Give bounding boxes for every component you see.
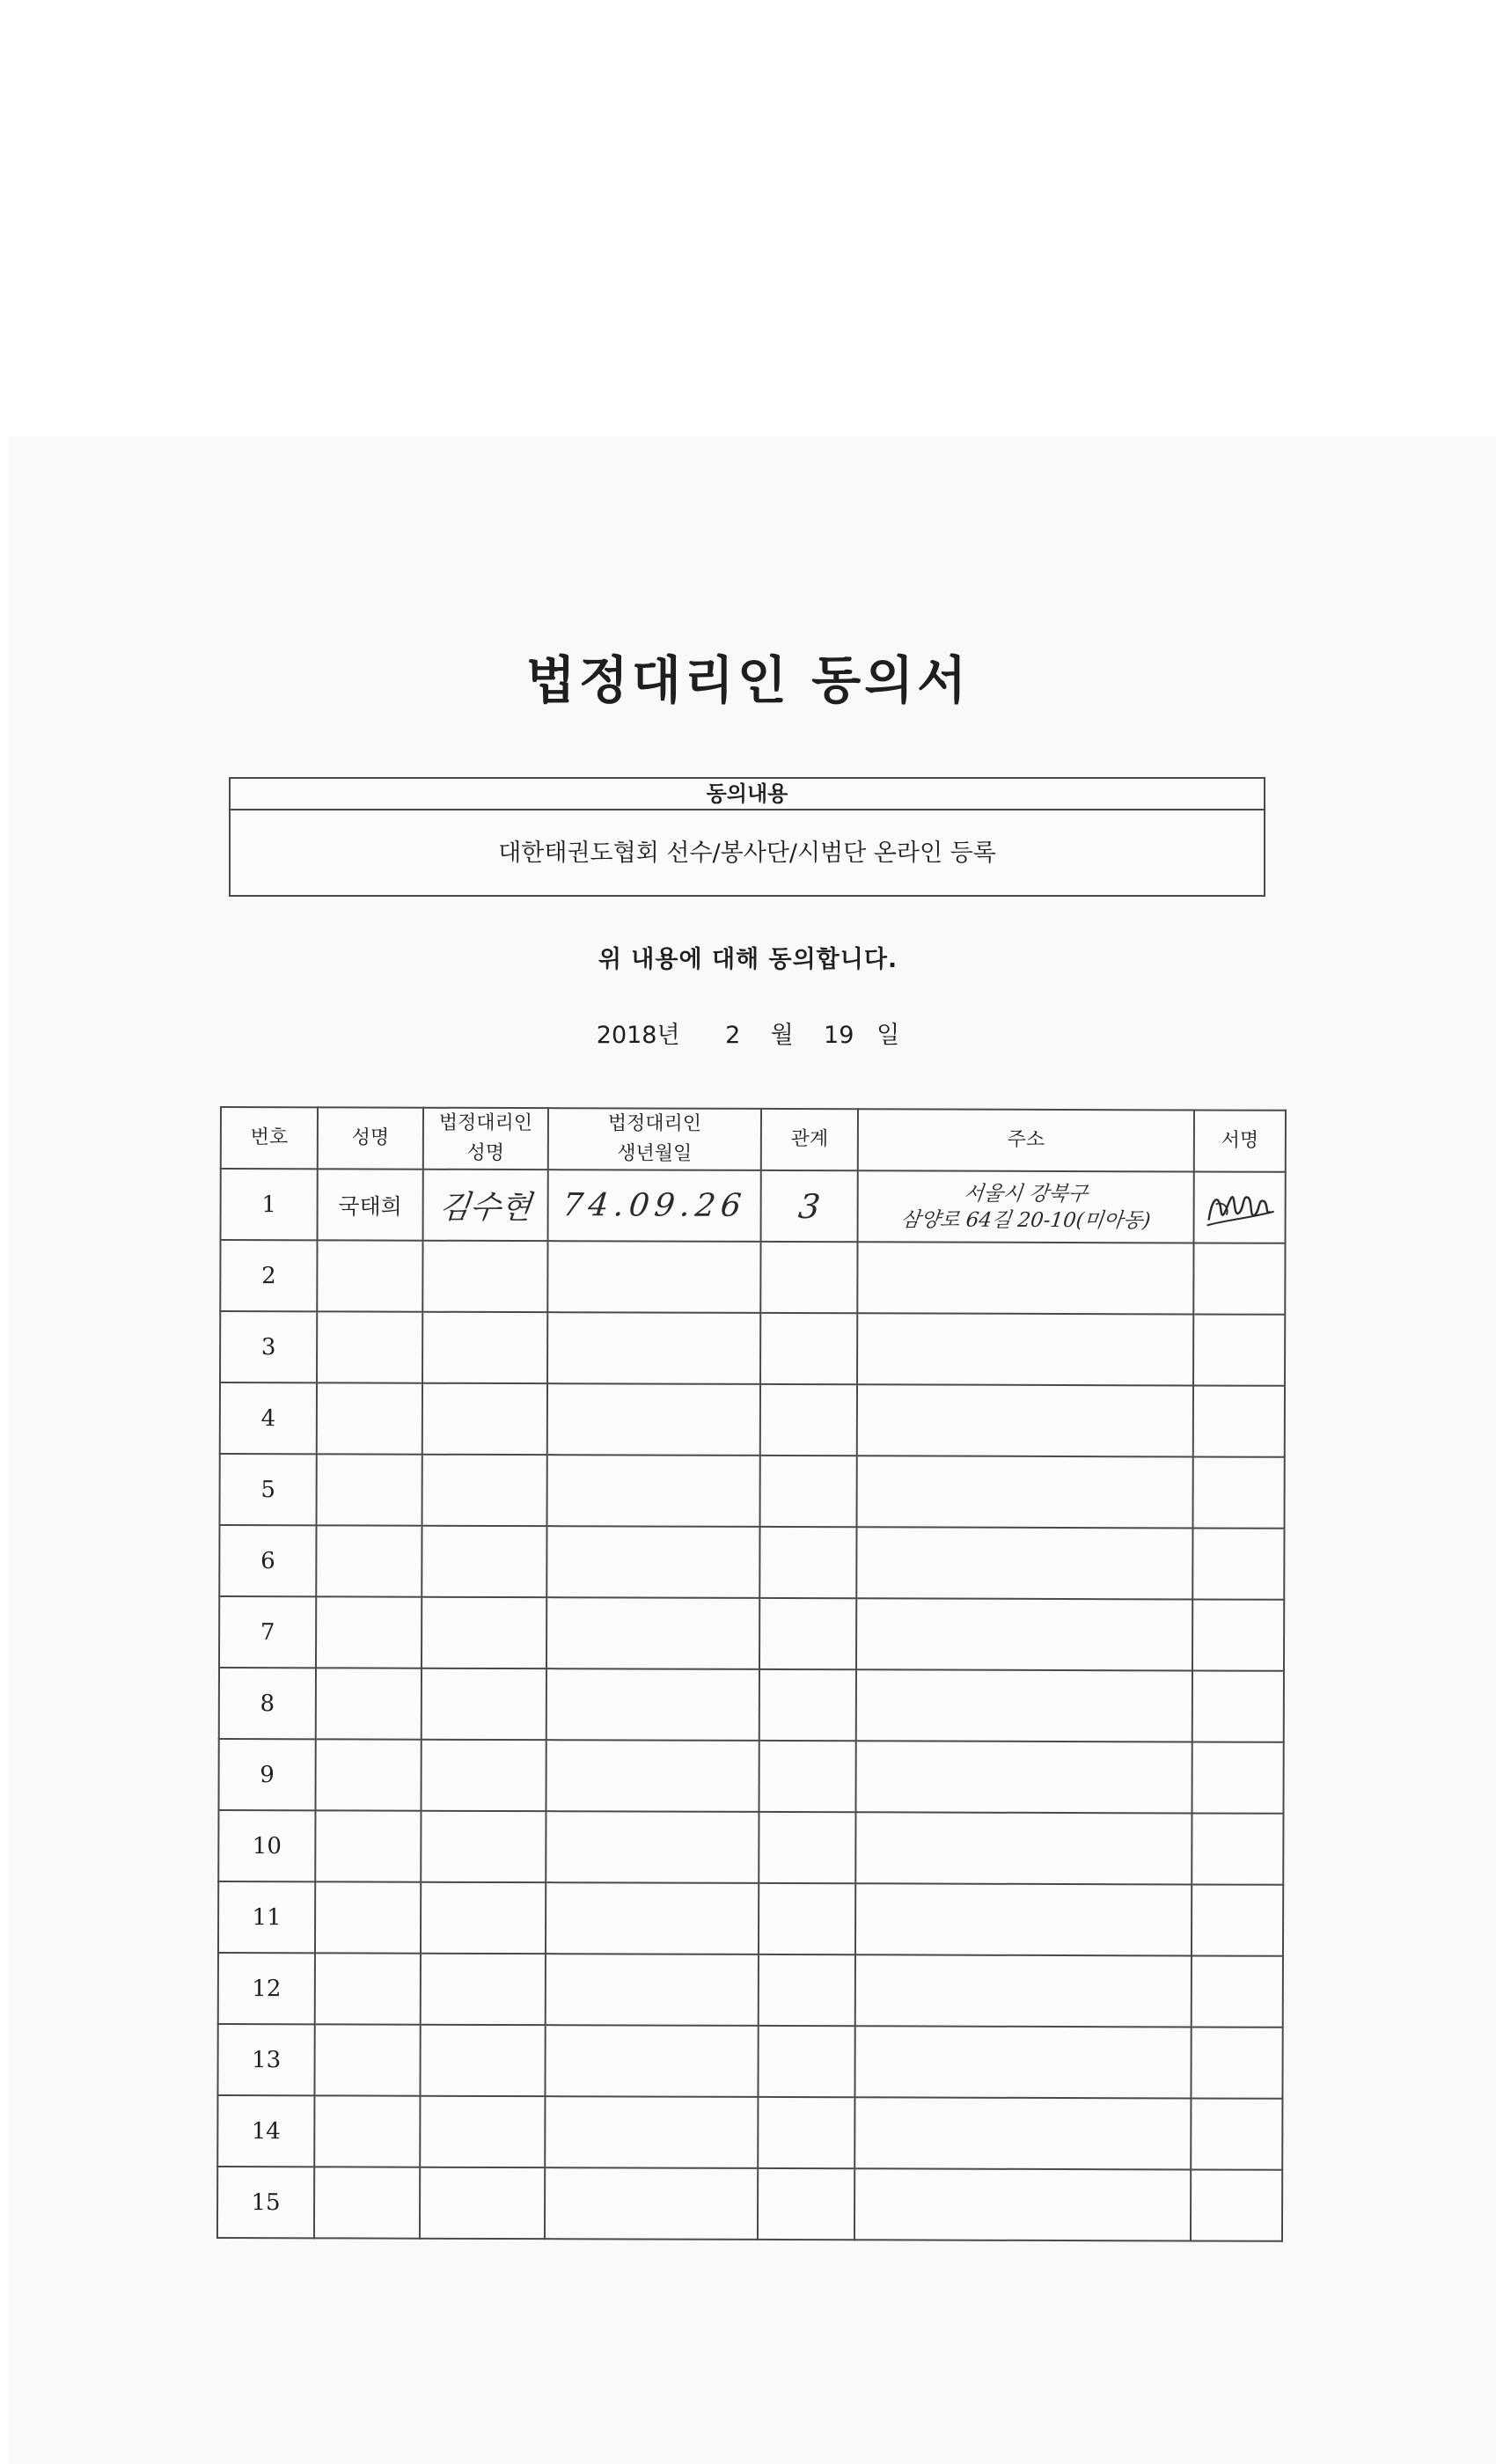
signature (1192, 1884, 1283, 1955)
row-number: 3 (220, 1311, 317, 1382)
guardian-name (420, 2025, 545, 2096)
student-name (314, 2024, 420, 2095)
table-row (217, 2024, 1282, 2099)
signature (1192, 1528, 1284, 1599)
student-name (315, 1953, 421, 2024)
relation (759, 1812, 855, 1883)
guardian-birthdate (545, 2096, 758, 2168)
signature (1192, 1955, 1283, 2027)
guardian-birthdate (545, 2025, 758, 2097)
student-name (317, 1382, 422, 1454)
address (855, 1812, 1192, 1884)
consent-content-text: 대한태권도협회 선수/봉사단/시범단 온라인 등록 (498, 840, 996, 867)
student-name: 국태희 (318, 1169, 423, 1240)
signature (1194, 1171, 1286, 1243)
address (855, 1883, 1192, 1955)
table-row (221, 1169, 1286, 1243)
header-signature: 서명 (1194, 1110, 1286, 1171)
address-line-2: 삼양로 64길 20-10(미아동) (899, 1207, 1152, 1232)
relation (759, 1741, 855, 1812)
table-row (220, 1382, 1285, 1457)
table-row (217, 2095, 1282, 2170)
date-day-unit: 일 (876, 1022, 900, 1049)
signature (1193, 1314, 1285, 1385)
table-row (220, 1240, 1285, 1315)
relation (761, 1170, 858, 1242)
consent-content-header: 동의내용 (231, 779, 1264, 810)
relation (759, 1669, 856, 1741)
student-name (317, 1311, 422, 1382)
guardian-name (421, 1811, 546, 1882)
row-number: 8 (219, 1668, 316, 1739)
row-number: 2 (220, 1240, 317, 1311)
guardian-name (422, 1526, 546, 1597)
handwritten-signature (1204, 1184, 1276, 1230)
table-row (219, 1668, 1284, 1742)
signature (1191, 2098, 1282, 2169)
relation (760, 1456, 857, 1527)
guardian-name-handwriting: 김수현 (436, 1189, 533, 1227)
address (854, 2026, 1191, 2098)
guardian-birthdate (546, 1811, 759, 1883)
guardian-name (420, 2096, 545, 2167)
guardian-birthdate (547, 1241, 760, 1313)
address (856, 1598, 1192, 1670)
guardian-name (422, 1312, 547, 1383)
table-row (220, 1311, 1285, 1386)
relation (758, 2026, 854, 2097)
relation (759, 1598, 856, 1669)
guardian-birthdate (547, 1312, 760, 1384)
relation (759, 1883, 855, 1954)
student-name (317, 1240, 422, 1311)
row-number: 4 (220, 1382, 317, 1454)
guardian-birthdate (546, 1526, 759, 1598)
student-name (314, 2095, 420, 2167)
guardian-name (422, 1455, 547, 1526)
table-row (220, 1454, 1285, 1529)
table-row (218, 1881, 1283, 1956)
guardian-name (421, 1882, 546, 1954)
relation (760, 1313, 857, 1384)
signature (1193, 1243, 1285, 1314)
guardian-name (422, 1383, 547, 1455)
relation (760, 1242, 857, 1313)
address (858, 1170, 1194, 1243)
row-number: 5 (220, 1454, 317, 1525)
student-name (315, 1810, 421, 1881)
header-guardian-birth: 법정대리인 생년월일 (548, 1108, 761, 1170)
relation (759, 1954, 855, 2026)
agreement-statement: 위 내용에 대해 동의합니다. (598, 946, 898, 973)
row-number: 6 (219, 1525, 316, 1596)
table-row (218, 1810, 1283, 1885)
guardian-name (421, 1954, 546, 2025)
student-name (316, 1525, 422, 1596)
date-day: 19 (824, 1022, 854, 1049)
row-number: 1 (221, 1169, 318, 1240)
relation (759, 1527, 856, 1598)
student-name (315, 1881, 421, 1953)
student-name (316, 1668, 422, 1739)
guardian-name (422, 1668, 546, 1740)
student-name (315, 1739, 421, 1810)
table-row (219, 1596, 1284, 1671)
address-line-1: 서울시 강북구 (962, 1182, 1089, 1206)
signature (1193, 1385, 1285, 1456)
signature (1192, 1599, 1284, 1670)
address (856, 1669, 1192, 1742)
guardian-birthdate (545, 2167, 758, 2240)
student-name (314, 2167, 420, 2238)
row-number: 7 (219, 1596, 316, 1668)
address (857, 1456, 1193, 1528)
guardian-birthdate (546, 1882, 759, 1954)
header-guardian-name: 법정대리인 성명 (423, 1108, 548, 1170)
relation (758, 2168, 854, 2240)
row-number: 11 (218, 1881, 315, 1953)
guardian-name (422, 1241, 547, 1312)
table-row (218, 1739, 1283, 1814)
address (856, 1527, 1192, 1599)
date-month-unit: 월 (770, 1022, 794, 1049)
guardian-birthdate (546, 1668, 759, 1741)
header-number: 번호 (221, 1107, 318, 1169)
address (854, 2097, 1191, 2169)
document-title: 법정대리인 동의서 (525, 650, 971, 710)
consent-date (0, 1016, 1496, 1050)
guardian-birthdate (547, 1455, 760, 1527)
guardian-birthdate (547, 1383, 760, 1456)
guardian-consent-table (216, 1106, 1287, 2242)
guardian-name (423, 1170, 548, 1241)
row-number: 9 (218, 1739, 315, 1810)
address (857, 1313, 1193, 1385)
row-number: 12 (218, 1953, 315, 2024)
guardian-name (420, 2167, 545, 2239)
signature (1192, 1456, 1284, 1528)
student-name (316, 1596, 422, 1668)
signature (1191, 2169, 1282, 2240)
header-address: 주소 (858, 1109, 1194, 1171)
student-name (317, 1454, 422, 1525)
header-name: 성명 (318, 1107, 423, 1169)
signature (1191, 2027, 1282, 2098)
guardian-birthdate (548, 1170, 761, 1242)
guardian-birthdate (546, 1597, 759, 1669)
guardian-name (421, 1740, 546, 1811)
table-row (218, 1953, 1283, 2028)
guardian-birthdate-handwriting: 74.09.26 (561, 1187, 749, 1224)
address (857, 1242, 1193, 1314)
row-number: 14 (217, 2095, 314, 2167)
signature (1192, 1742, 1283, 1813)
address (855, 1954, 1192, 2027)
relation (760, 1384, 857, 1456)
table-header-row (221, 1107, 1286, 1172)
signature (1192, 1813, 1283, 1884)
table-row (217, 2167, 1282, 2241)
signature (1192, 1670, 1284, 1742)
table-row (219, 1525, 1284, 1600)
guardian-birthdate (546, 1740, 759, 1812)
row-number: 13 (217, 2024, 314, 2095)
guardian-name (422, 1597, 546, 1668)
header-relation: 관계 (761, 1109, 858, 1170)
row-number: 15 (217, 2167, 314, 2238)
address (855, 1741, 1192, 1813)
date-year: 2018년 (596, 1022, 680, 1049)
consent-content-box (229, 777, 1265, 897)
address (857, 1384, 1193, 1456)
address (854, 2168, 1191, 2240)
guardian-birthdate (546, 1954, 759, 2026)
row-number: 10 (218, 1810, 315, 1881)
date-month: 2 (725, 1022, 741, 1049)
relation (758, 2097, 854, 2168)
relation-handwriting: 3 (796, 1186, 823, 1226)
